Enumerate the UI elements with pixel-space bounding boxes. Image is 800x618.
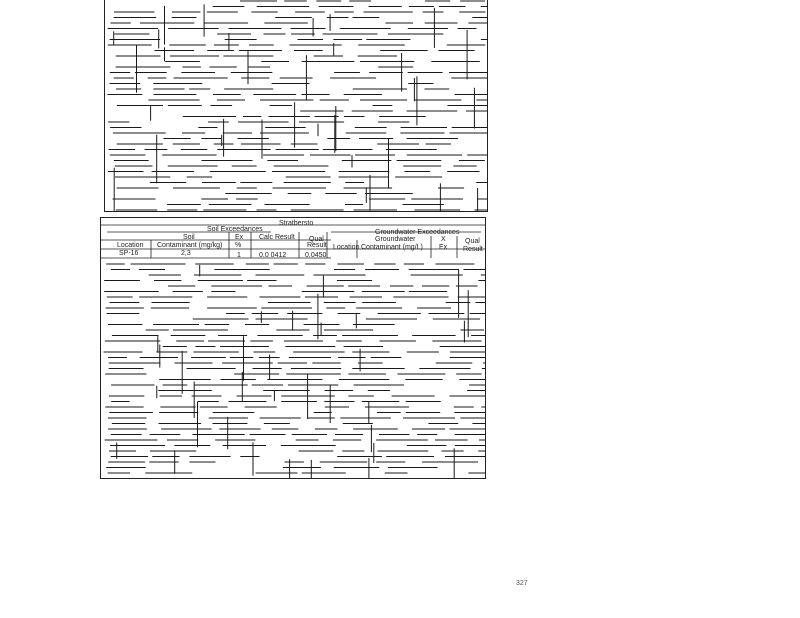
top-table-rules [105, 0, 488, 212]
top-scanned-table [104, 0, 488, 212]
pct-column-header: % [235, 242, 242, 249]
ex-column-header: Ex [235, 234, 244, 241]
gw-ex-column-header: Ex [439, 244, 448, 251]
result-column-header: Result [307, 242, 327, 249]
gw-result-column-header: Result [463, 246, 483, 253]
groundwater-exceedances-heading: Groundwater Exceedances [375, 229, 460, 236]
soil-exceedances-heading: Soil Exceedances [207, 226, 263, 233]
soil-location-header: Location [117, 242, 144, 249]
calc-result-column-header: Calc Result [259, 234, 295, 241]
page-number: 327 [516, 580, 528, 587]
gw-x-column-header: X [441, 236, 446, 243]
gw-qual-column-header: Qual [465, 238, 480, 245]
soil-row-calc: 0.0 0412 [259, 252, 287, 259]
bottom-scanned-table [100, 217, 486, 479]
bottom-table-rules [101, 218, 486, 479]
soil-row-value: 1 [237, 252, 241, 259]
soil-row-result: 0.0450 [305, 252, 327, 259]
soil-row-location: SP-16 [119, 250, 139, 257]
soil-row-contaminant: 2,3 [181, 250, 191, 257]
soil-contaminant-header: Contaminant (mg/kg) [157, 242, 223, 249]
gw-contaminant-header: Contaminant (mg/L) [361, 244, 423, 251]
table-title: Stratbersto [279, 220, 314, 227]
groundwater-column-header: Groundwater [375, 236, 416, 243]
gw-location-header: Location [333, 244, 360, 251]
soil-column-header: Soil [183, 234, 195, 241]
qual-column-header: Qual [309, 236, 324, 243]
